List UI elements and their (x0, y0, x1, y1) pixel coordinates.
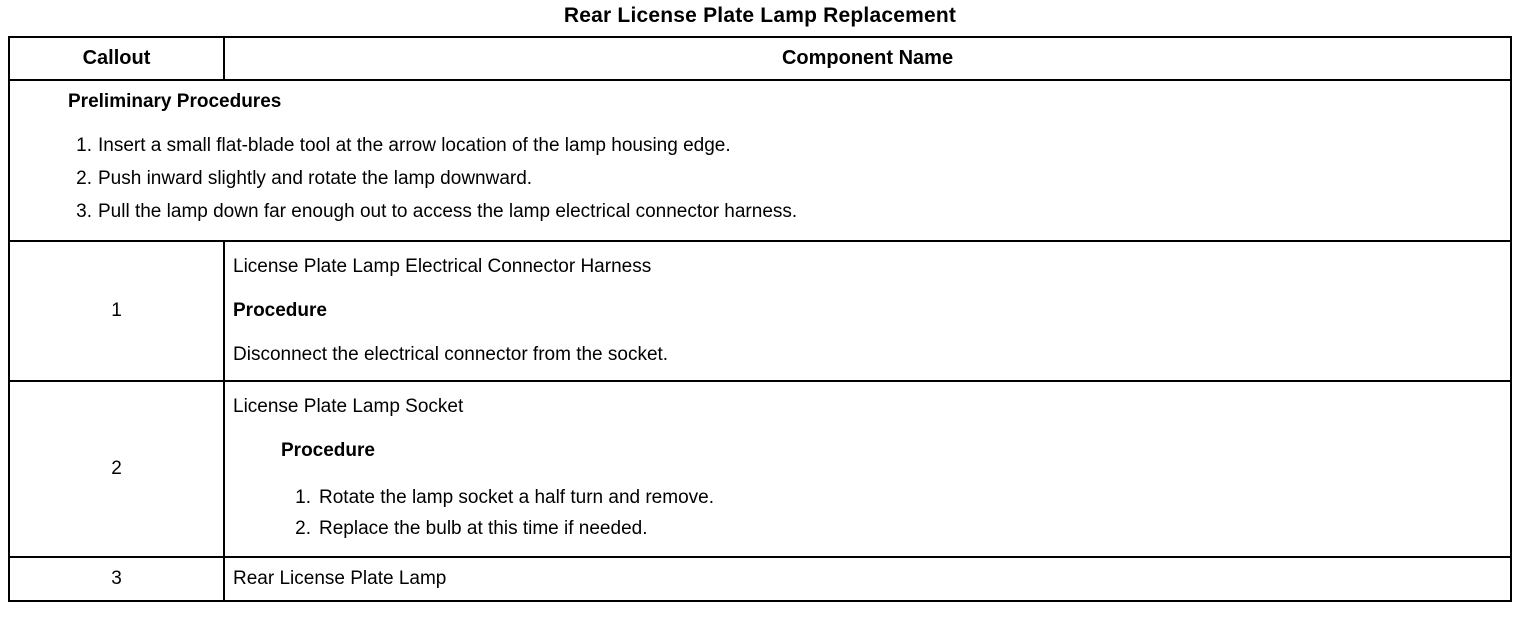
component-cell-1 (224, 241, 1511, 381)
component-name-2: License Plate Lamp Socket (233, 396, 464, 417)
preliminary-heading: Preliminary Procedures (68, 91, 282, 112)
column-header-callout: Callout (9, 37, 224, 80)
component-name-1: License Plate Lamp Electrical Connector Harness (233, 256, 652, 277)
callout-number-3: 3 (9, 557, 224, 601)
list-item: Replace the bulb at this time if needed. (319, 518, 648, 539)
table-row (9, 241, 1511, 381)
component-cell-2 (224, 381, 1511, 557)
callout-number-1: 1 (9, 241, 224, 381)
procedure-label-1: Procedure (233, 300, 327, 321)
list-item: Rotate the lamp socket a half turn and remove. (319, 487, 714, 508)
component-name-3: Rear License Plate Lamp (233, 568, 447, 589)
procedure-step-list-2 (233, 482, 1502, 544)
table-row (9, 381, 1511, 557)
list-item: Insert a small flat-blade tool at the arrow location of the lamp housing edge. (98, 135, 731, 156)
list-item: Pull the lamp down far enough out to access the lamp electrical connector harness. (98, 201, 798, 222)
callout-number-2: 2 (9, 381, 224, 557)
table-row (9, 557, 1511, 601)
preliminary-step-list (10, 129, 1510, 228)
table-row-preliminary (9, 80, 1511, 241)
procedure-table (8, 36, 1512, 602)
table-header-row (9, 37, 1511, 80)
procedure-text-1: Disconnect the electrical connector from the socket. (233, 344, 669, 365)
preliminary-cell (9, 80, 1511, 241)
procedure-label-2: Procedure (281, 440, 375, 461)
component-cell-3 (224, 557, 1511, 601)
page-title: Rear License Plate Lamp Replacement (563, 4, 957, 27)
column-header-component-name: Component Name (224, 37, 1511, 80)
list-item: Push inward slightly and rotate the lamp downward. (98, 168, 533, 189)
